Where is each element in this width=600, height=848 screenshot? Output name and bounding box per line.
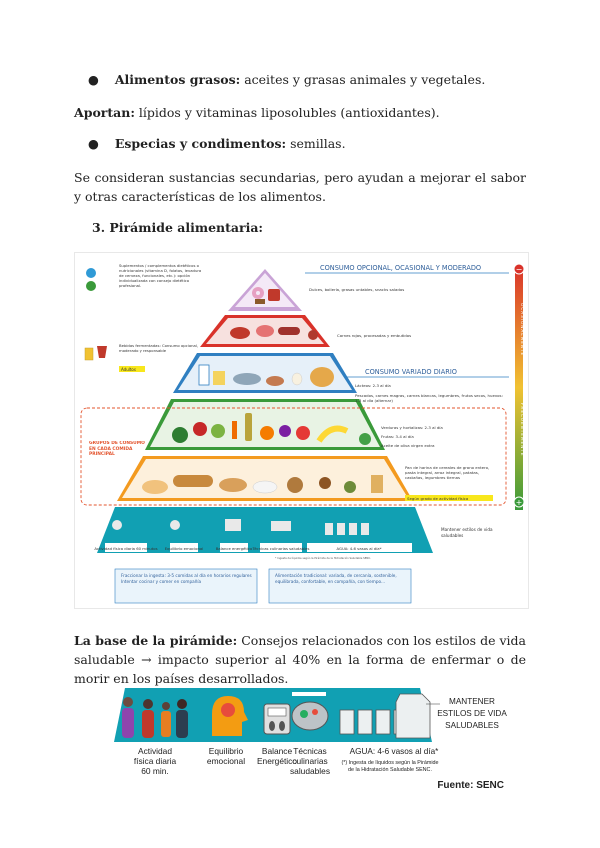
- brain-icon: [221, 703, 235, 717]
- person-head-icon: [123, 697, 133, 707]
- egg-icon: [292, 373, 302, 385]
- bottom-right-text: Alimentación tradicional: variada, de cercanía, sostenible, equilibrada, confortable, en compañía, con tiempo...: [275, 573, 397, 584]
- right-fruit-text: Frutas: 3-4 al día: [381, 434, 414, 439]
- base-label-culinary: Técnicas culinarias saludables: [252, 546, 310, 551]
- scale-minus: −: [515, 265, 523, 274]
- section-heading-text: 3. Pirámide alimentaria:: [92, 220, 264, 235]
- right-oil-text: Aceite de oliva virgen extra: [381, 443, 435, 448]
- right-dairy-text: Lácteos: 2-3 al día: [355, 383, 391, 388]
- scale-plus: +: [515, 498, 523, 507]
- fats-term: Alimentos grasos:: [114, 72, 241, 87]
- steam-icon: [292, 692, 326, 696]
- label-activity-3: 60 min.: [141, 766, 169, 776]
- bullet-dot: ●: [88, 72, 115, 87]
- wine-glass-icon: [97, 346, 107, 358]
- chestnut-icon: [319, 477, 331, 489]
- steak-icon: [230, 327, 250, 339]
- bottom-left-line-1: Fraccionar la ingesta: 3-5 comidas al día en horarios regulares: [121, 573, 252, 578]
- milk-icon: [199, 365, 209, 385]
- left-supplements-text: Suplementos / complementos dietéticos o nutricionales (vitamina D, folatos, levadura de cerveza, funcionales, etc.): opción individualizada con consejo dietético profesional.: [119, 263, 202, 288]
- sausage-icon: [278, 327, 300, 335]
- para-secondary: Se consideran sustancias secundarias, pero ayudan a mejorar el sabor y otras características de los alimentos.: [74, 170, 526, 204]
- right-grains-tag: Según grado de actividad física: [407, 496, 469, 501]
- carrot-icon: [232, 421, 237, 439]
- provide-text: lípidos y vitaminas liposolubles (antioxidantes).: [134, 105, 440, 120]
- bullet-spices: [88, 136, 346, 151]
- left-fermented-text: Bebidas fermentadas: Consumo opcional, moderado y responsable: [119, 343, 199, 353]
- label-culinary-1: Técnicas: [293, 746, 327, 756]
- header-daily: CONSUMO VARIADO DIARIO: [365, 368, 457, 376]
- supplements-plus-icon: [86, 281, 96, 291]
- pasta-icon: [142, 480, 168, 494]
- ham-icon: [256, 325, 274, 337]
- right-meats-text: Carnes rojas, procesadas y embutidos: [337, 333, 412, 338]
- left-groups-text: GRUPOS DE CONSUMO EN CADA COMIDA PRINCIPAL: [89, 441, 145, 457]
- apple-icon: [296, 426, 310, 440]
- base-label-water: AGUA: 4-6 vasos al día*: [336, 546, 382, 551]
- maintain-line-3: SALUDABLES: [445, 721, 499, 730]
- frequency-scale-bar: [515, 265, 523, 510]
- label-balance-1: Balance: [261, 746, 293, 756]
- right-sweets-text: Dulces, bollería, grasas untables, snacks salados: [309, 287, 405, 292]
- label-water-note-2: de la Hidratación Saludable SENC.: [348, 767, 432, 773]
- label-culinary-2: culinarias: [292, 756, 328, 766]
- fats-text: aceites y grasas animales y vegetales.: [240, 72, 486, 87]
- chicken-icon: [310, 367, 334, 387]
- chocolate-icon: [255, 299, 265, 304]
- label-culinary-3: saludables: [289, 766, 331, 776]
- rice-icon: [253, 481, 277, 493]
- label-water-note-1: (*) Ingesta de líquidos según la Pirámide: [341, 760, 439, 766]
- label-water: AGUA: 4-6 vasos al día*: [349, 747, 439, 756]
- label-emotional-2: emocional: [206, 756, 246, 766]
- food-pyramid-svg: [75, 253, 530, 610]
- cooking-pot-icon: [292, 702, 328, 730]
- bread-icon: [173, 475, 213, 487]
- base-label-emotional: Equilibrio emocional: [164, 546, 204, 551]
- scale-top-label: OCASIONALMENTE: [520, 303, 525, 357]
- figure-source: Fuente: SENC: [437, 780, 504, 791]
- pyramid-base-figure: [100, 680, 510, 800]
- para-base-term: La base de la pirámide:: [74, 633, 238, 648]
- right-lifestyle-text: Mantener estilos de vida saludables: [441, 527, 493, 538]
- water-jug-icon: [396, 694, 430, 738]
- base-label-energy: Balance energético: [215, 546, 253, 551]
- header-optional: CONSUMO OPCIONAL, OCASIONAL Y MODERADO: [320, 264, 482, 272]
- provide-term: Aportan:: [74, 105, 135, 120]
- loaf-icon: [219, 478, 247, 492]
- tomato-icon: [193, 422, 207, 436]
- lettuce-icon: [211, 424, 225, 438]
- base-water-note: * Ingesta de líquidos según la Pirámide de la Hidratación Saludable SENC.: [275, 557, 371, 560]
- orange-icon: [260, 426, 274, 440]
- spices-text: semillas.: [286, 136, 346, 151]
- cheese-icon: [213, 371, 225, 385]
- base-label-activity: Actividad física diaria 60 minutos: [94, 546, 158, 551]
- legumes-icon: [344, 481, 356, 493]
- bullet-dot: ●: [88, 136, 115, 151]
- activity-person-icon: [122, 708, 134, 738]
- olive-oil-icon: [245, 413, 252, 441]
- maintain-line-2: ESTILOS DE VIDA: [437, 709, 507, 718]
- grapes-icon: [279, 425, 291, 437]
- nuts-icon: [266, 376, 284, 386]
- scale-bottom-label: FRECUENTEMENTE: [520, 403, 525, 457]
- label-emotional-1: Equilibrio: [208, 746, 244, 756]
- potato-icon: [287, 477, 303, 493]
- food-pyramid-figure: [74, 252, 529, 609]
- supplements-icon: [86, 268, 96, 278]
- right-veg-text: Verduras y hortalizas: 2-3 al día: [381, 425, 443, 430]
- snack-bag-icon: [268, 289, 280, 301]
- bottom-left-text: [121, 573, 253, 585]
- beer-glass-icon: [85, 348, 93, 360]
- bullet-fats: [88, 72, 485, 87]
- provide-line: [74, 103, 526, 122]
- para-base-text: Consejos relacionados con los estilos de vida saludable → impacto superior al 40% en la forma de enfermar o de morir en los países desarrollados.: [74, 633, 526, 686]
- water-glass-icon: [340, 710, 354, 734]
- bottom-left-line-2: Intentar cocinar y comer en compañía: [121, 579, 202, 584]
- fish-icon: [233, 373, 261, 385]
- right-grains-text: Pan de harina de cereales de grano entero, pasta integral, arroz integral, patatas, castañas, legumbres tiernas: [405, 465, 490, 480]
- label-activity-1: Actividad: [138, 746, 172, 756]
- section-heading: [92, 218, 544, 237]
- pyramid-base-svg: [100, 680, 510, 800]
- maintain-line-1: MANTENER: [449, 697, 495, 706]
- label-activity-2: física diaria: [133, 756, 177, 766]
- broccoli-icon: [172, 427, 188, 443]
- right-protein-text: Pescados, carnes magras, carnes blancas, legumbres, frutos secos, huevos: 1-3 al día (alternar): [355, 393, 503, 403]
- spices-term: Especias y condimentos:: [114, 136, 287, 151]
- base-figure-labels: [134, 746, 439, 776]
- left-fermented-tag: Adultos: [121, 367, 136, 372]
- label-balance-2: Energético: [256, 756, 298, 766]
